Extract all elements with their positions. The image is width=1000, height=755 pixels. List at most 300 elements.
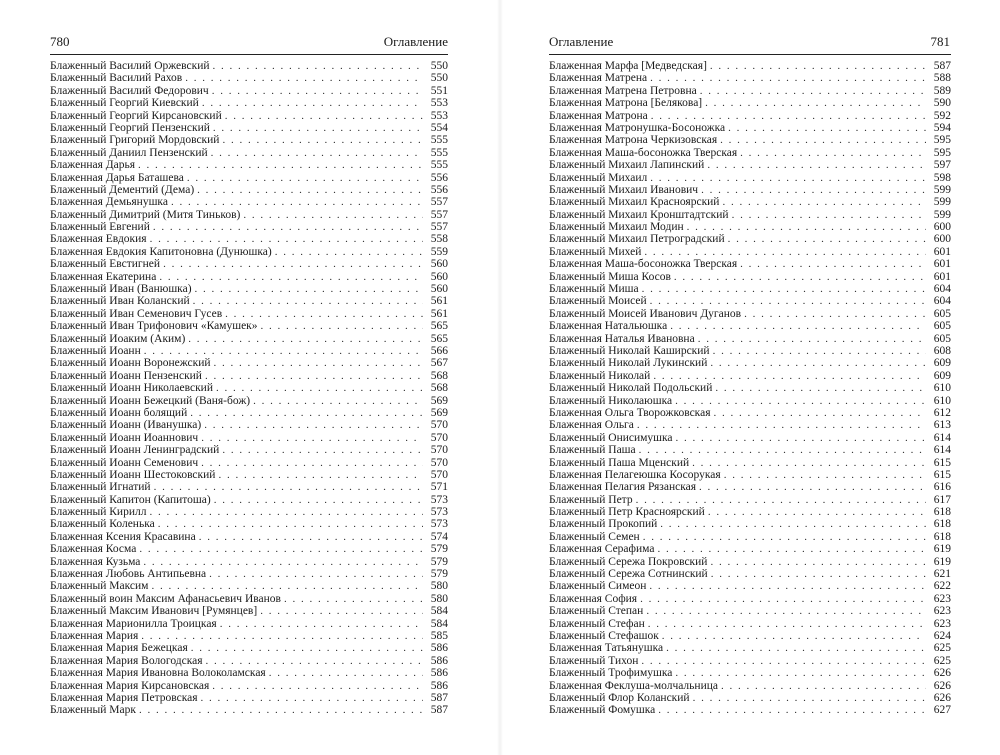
entry-page-number: 614 [933,444,951,457]
entry-title: Блаженный Кирилл [50,506,147,519]
entry-title: Блаженный Иван Семенович Гусев [50,307,223,320]
dot-leader [201,692,423,704]
dot-leader [644,246,926,258]
toc-entry [549,419,951,431]
toc-entry [50,196,448,208]
entry-page-number: 623 [933,592,951,605]
entry-title: Блаженный Петр Красноярский [549,506,705,519]
toc-entry [549,134,951,146]
entry-title: Блаженный Капитон (Капитоша) [50,493,211,506]
toc-entry [50,221,448,233]
entry-page-number: 580 [430,592,448,605]
entry-title: Блаженная Матрена [549,72,648,85]
entry-title: Блаженная Демьянушка [50,196,168,209]
entry-title: Блаженный Михаил Лапинский [549,159,705,172]
dot-leader [674,271,926,283]
dot-leader [714,407,927,419]
entry-title: Блаженный Сережа Покровский [549,555,708,568]
dot-leader [205,370,423,382]
entry-page-number: 619 [933,543,951,556]
dot-leader [261,320,423,332]
dot-leader [216,382,423,394]
entry-page-number: 615 [933,456,951,469]
entry-page-number: 567 [430,357,448,370]
entry-page-number: 560 [430,270,448,283]
toc-entry [549,518,951,530]
entry-title: Блаженный Григорий Мордовский [50,134,220,147]
toc-entry [549,308,951,320]
toc-entry [50,568,448,580]
dot-leader [212,85,423,97]
entry-page-number: 605 [933,320,951,333]
dot-leader [191,642,423,654]
entry-title: Блаженный Иоанн болящий [50,406,188,419]
toc-list [50,60,448,717]
toc-entry [50,258,448,270]
toc-entry [50,605,448,617]
dot-leader [650,72,926,84]
dot-leader [646,605,926,617]
toc-entry [549,209,951,221]
entry-title: Блаженная Мария Вологодская [50,654,203,667]
entry-page-number: 623 [933,605,951,618]
entry-page-number: 586 [430,654,448,667]
dot-leader [641,655,926,667]
entry-page-number: 558 [430,233,448,246]
entry-page-number: 561 [430,295,448,308]
entry-title: Блаженный Иоанн Воронежский [50,357,211,370]
dot-leader [701,184,926,196]
entry-page-number: 570 [430,444,448,457]
toc-entry [549,370,951,382]
toc-entry [549,543,951,555]
entry-title: Блаженный Тихон [549,654,639,667]
entry-page-number: 573 [430,493,448,506]
entry-title: Блаженная Мария [50,629,139,642]
toc-entry [50,531,448,543]
dot-leader [209,568,423,580]
dot-leader [740,258,926,270]
dot-leader [660,518,926,530]
header-rule [549,54,951,55]
entry-page-number: 610 [933,394,951,407]
dot-leader [212,680,423,692]
toc-entry [549,407,951,419]
entry-title: Блаженный Михей [549,245,642,258]
entry-title: Блаженная Кузьма [50,555,141,568]
entry-title: Блаженная Марионилла Троицкая [50,617,217,630]
dot-leader [744,308,926,320]
entry-title: Блаженная Матрона Черкизовская [549,134,718,147]
entry-page-number: 570 [430,456,448,469]
toc-entry [549,221,951,233]
toc-entry [549,494,951,506]
toc-entry [50,122,448,134]
entry-page-number: 551 [430,84,448,97]
dot-leader [163,258,423,270]
entry-page-number: 618 [933,530,951,543]
toc-entry [549,184,951,196]
dot-leader [139,543,423,555]
entry-page-number: 601 [933,270,951,283]
dot-leader [648,618,926,630]
toc-entry [549,444,951,456]
toc-entry [50,233,448,245]
toc-entry [549,345,951,357]
entry-title: Блаженная Пелагия Рязанская [549,481,697,494]
entry-title: Блаженный Михаил Иванович [549,183,699,196]
entry-title: Блаженный Михаил [549,171,648,184]
entry-title: Блаженный Иван (Ванюшка) [50,283,192,296]
dot-leader [707,159,926,171]
dot-leader [213,122,423,134]
dot-leader [650,295,926,307]
entry-page-number: 599 [933,183,951,196]
toc-entry [50,85,448,97]
right-page-header [549,34,950,50]
entry-title: Блаженная Любовь Антипьевна [50,568,207,581]
toc-entry [549,667,951,679]
entry-title: Блаженная Серафима [549,543,655,556]
toc-entry [50,593,448,605]
entry-title: Блаженный Михаил Петроградский [549,233,725,246]
dot-leader [666,642,926,654]
toc-entry [50,395,448,407]
entry-title: Блаженный Миша Косов [549,270,671,283]
entry-title: Блаженный Марк [50,704,136,717]
entry-title: Блаженная Ксения Красавина [50,530,196,543]
entry-title: Блаженная Ольга Творожковская [549,406,711,419]
toc-entry [549,72,951,84]
entry-page-number: 608 [933,344,951,357]
dot-leader [710,357,926,369]
entry-page-number: 627 [933,704,951,717]
entry-title: Блаженный Стефашок [549,629,659,642]
toc-entry [549,506,951,518]
toc-entry [549,432,951,444]
entry-page-number: 598 [933,171,951,184]
entry-page-number: 579 [430,543,448,556]
toc-entry [549,605,951,617]
entry-page-number: 586 [430,642,448,655]
header-rule [50,54,448,55]
entry-title: Блаженный Михаил Модин [549,221,684,234]
toc-entry [549,122,951,134]
entry-page-number: 592 [933,109,951,122]
toc-entry [549,172,951,184]
dot-leader [732,209,926,221]
toc-entry [50,642,448,654]
entry-title: Блаженная Натальюшка [549,320,668,333]
entry-title: Блаженный Стефан [549,617,645,630]
entry-title: Блаженная Мария Бежецкая [50,642,188,655]
entry-page-number: 579 [430,568,448,581]
toc-entry [549,457,951,469]
dot-leader [284,593,423,605]
entry-page-number: 605 [933,332,951,345]
entry-title: Блаженная Маша-босоножка Тверская [549,146,738,159]
toc-entry [50,630,448,642]
entry-page-number: 610 [933,382,951,395]
entry-page-number: 613 [933,419,951,432]
entry-title: Блаженный Георгий Кирсановский [50,109,222,122]
entry-page-number: 617 [933,493,951,506]
entry-page-number: 597 [933,159,951,172]
toc-list [549,60,951,717]
toc-entry [549,618,951,630]
toc-entry [50,271,448,283]
entry-title: Блаженный Николай Каширский [549,344,710,357]
dot-leader [728,122,926,134]
entry-title: Блаженный Василий Рахов [50,72,183,85]
entry-page-number: 584 [430,617,448,630]
entry-title: Блаженный Михаил Красноярский [549,196,720,209]
toc-entry [50,184,448,196]
entry-title: Блаженная Пелагеюшка Косорукая [549,468,721,481]
toc-entry [50,432,448,444]
entry-page-number: 585 [430,629,448,642]
entry-title: Блаженная Евдокия [50,233,147,246]
entry-page-number: 625 [933,642,951,655]
entry-page-number: 621 [933,568,951,581]
dot-leader [670,320,926,332]
toc-entry [549,568,951,580]
dot-leader [150,233,423,245]
dot-leader [222,134,423,146]
dot-leader [138,159,423,171]
dot-leader [253,395,423,407]
dot-leader [722,196,926,208]
entry-title: Блаженная Мария Кирсановская [50,679,210,692]
dot-leader [710,60,926,72]
dot-leader [195,283,423,295]
left-page-header [50,34,448,50]
entry-title: Блаженный Паша [549,444,636,457]
toc-entry [50,320,448,332]
entry-page-number: 570 [430,419,448,432]
entry-page-number: 618 [933,506,951,519]
entry-title: Блаженный Фомушка [549,704,656,717]
entry-title: Блаженный Иван Трифонович «Камушек» [50,320,258,333]
toc-entry [549,295,951,307]
dot-leader [640,593,926,605]
toc-entry [549,159,951,171]
entry-page-number: 588 [933,72,951,85]
toc-entry [50,481,448,493]
dot-leader [637,419,926,431]
entry-title: Блаженная Татьянушка [549,642,664,655]
entry-page-number: 626 [933,691,951,704]
toc-entry [50,147,448,159]
entry-title: Блаженный Иоанн Николаевский [50,382,213,395]
entry-page-number: 600 [933,221,951,234]
entry-page-number: 571 [430,481,448,494]
entry-page-number: 568 [430,369,448,382]
entry-title: Блаженный Коленька [50,518,155,531]
entry-title: Блаженный Иван Коланский [50,295,190,308]
dot-leader [218,469,423,481]
dot-leader [740,147,926,159]
toc-entry [50,97,448,109]
page-number: 780 [50,34,70,49]
entry-title: Блаженный Иоанн Шестоковский [50,468,216,481]
toc-entry [549,147,951,159]
dot-leader [710,556,926,568]
entry-title: Блаженный Николаюшка [549,394,673,407]
entry-page-number: 557 [430,221,448,234]
dot-leader [692,457,926,469]
entry-page-number: 601 [933,245,951,258]
entry-title: Блаженная Дарья [50,159,136,172]
entry-page-number: 587 [430,704,448,717]
entry-page-number: 599 [933,196,951,209]
toc-entry [50,667,448,679]
toc-entry [549,556,951,568]
entry-title: Блаженный Степан [549,605,644,618]
dot-leader [159,271,423,283]
entry-page-number: 589 [933,84,951,97]
entry-title: Блаженный Василий Оржевский [50,60,210,72]
entry-page-number: 557 [430,208,448,221]
entry-page-number: 555 [430,134,448,147]
toc-entry [50,704,448,716]
entry-title: Блаженный Миша [549,283,639,296]
entry-title: Блаженный Игнатий [50,481,151,494]
entry-title: Блаженная Маша-босоножка Тверская [549,258,738,271]
dot-leader [185,72,423,84]
toc-entry [50,72,448,84]
entry-title: Блаженный Симеон [549,580,647,593]
entry-page-number: 555 [430,159,448,172]
dot-leader [639,444,926,456]
right-page [500,0,1000,755]
toc-entry [50,295,448,307]
toc-entry [549,630,951,642]
toc-entry [50,209,448,221]
entry-title: Блаженный Максим [50,580,149,593]
toc-entry [50,506,448,518]
entry-title: Блаженный Дементий (Дема) [50,183,195,196]
toc-entry [549,60,951,72]
entry-page-number: 626 [933,679,951,692]
entry-title: Блаженный Иоанн (Иванушка) [50,419,202,432]
dot-leader [149,506,423,518]
toc-entry [549,85,951,97]
entry-title: Блаженный Евстигней [50,258,161,271]
toc-entry [50,382,448,394]
page-number: 781 [930,34,950,49]
entry-page-number: 556 [430,183,448,196]
toc-entry [50,357,448,369]
entry-page-number: 619 [933,555,951,568]
entry-page-number: 615 [933,468,951,481]
dot-leader [705,97,926,109]
entry-page-number: 565 [430,320,448,333]
dot-leader [658,704,926,716]
dot-leader [675,667,926,679]
entry-title: Блаженная Екатерина [50,270,157,283]
toc-entry [549,481,951,493]
dot-leader [171,196,423,208]
toc-entry [50,457,448,469]
entry-page-number: 570 [430,431,448,444]
toc-entry [549,593,951,605]
entry-title: Блаженный Николай [549,369,651,382]
toc-entry [50,60,448,72]
dot-leader [199,531,423,543]
toc-entry [549,382,951,394]
toc-entry [549,395,951,407]
dot-leader [724,469,926,481]
entry-page-number: 573 [430,506,448,519]
dot-leader [225,308,423,320]
dot-leader [700,85,926,97]
entry-page-number: 573 [430,518,448,531]
entry-title: Блаженный Сережа Сотнинский [549,568,708,581]
entry-title: Блаженный Николай Подольский [549,382,713,395]
entry-page-number: 604 [933,295,951,308]
toc-entry [50,345,448,357]
entry-title: Блаженный Иоаким (Аким) [50,332,186,345]
toc-entry [549,357,951,369]
dot-leader [698,333,926,345]
dot-leader [720,134,926,146]
entry-title: Блаженный Иоанн [50,344,141,357]
entry-title: Блаженный Евгений [50,221,150,234]
entry-page-number: 594 [933,121,951,134]
entry-title: Блаженный Георгий Пензенский [50,121,210,134]
entry-page-number: 574 [430,530,448,543]
entry-page-number: 556 [430,171,448,184]
toc-entry [549,655,951,667]
entry-page-number: 595 [933,146,951,159]
entry-page-number: 559 [430,245,448,258]
entry-page-number: 609 [933,357,951,370]
entry-page-number: 569 [430,394,448,407]
dot-leader [693,692,926,704]
dot-leader [201,457,423,469]
entry-title: Блаженный воин Максим Афанасьевич Иванов [50,592,281,605]
running-title: Оглавление [549,34,614,49]
dot-leader [188,333,423,345]
dot-leader [197,184,423,196]
entry-title: Блаженная Дарья Баташева [50,171,184,184]
dot-leader [721,680,926,692]
toc-entry [50,618,448,630]
dot-leader [220,618,423,630]
toc-entry [50,444,448,456]
entry-title: Блаженная Матрона [Белякова] [549,97,703,110]
dot-leader [158,518,423,530]
entry-title: Блаженная София [549,592,638,605]
dot-leader [213,60,423,72]
entry-page-number: 550 [430,72,448,85]
entry-page-number: 609 [933,369,951,382]
toc-entry [50,469,448,481]
toc-entry [50,680,448,692]
entry-title: Блаженный Иоанн Пензенский [50,369,202,382]
toc-entry [50,333,448,345]
entry-title: Блаженный Николай Лукинский [549,357,708,370]
dot-leader [260,605,423,617]
entry-page-number: 624 [933,629,951,642]
entry-page-number: 565 [430,332,448,345]
toc-entry [50,134,448,146]
toc-entry [549,680,951,692]
dot-leader [243,209,423,221]
toc-entry [50,283,448,295]
dot-leader [204,419,423,431]
